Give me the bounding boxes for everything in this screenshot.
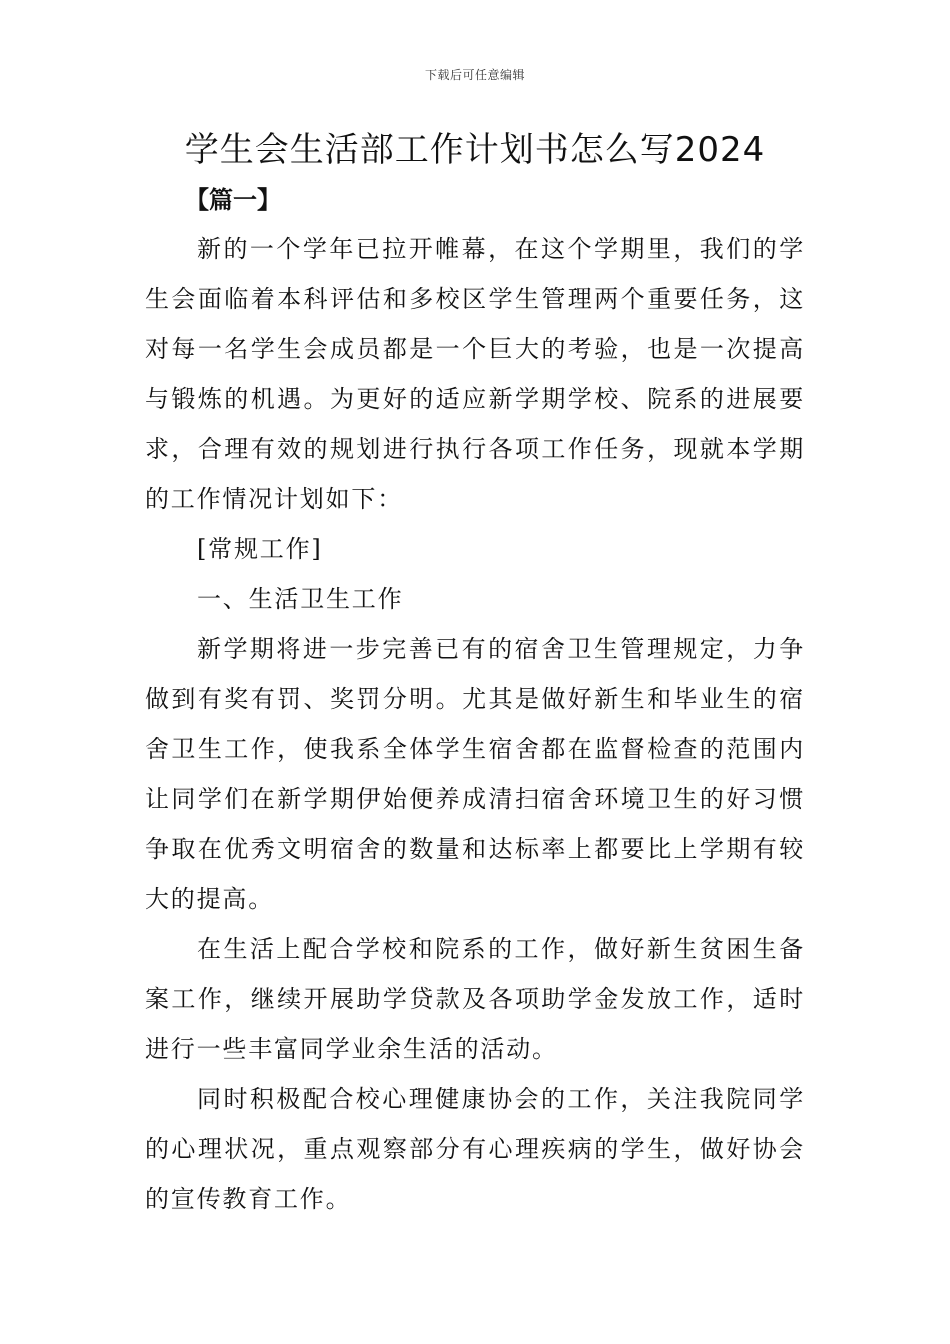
heading-hygiene-work: 一、生活卫生工作	[197, 585, 404, 613]
section-label: 【篇一】	[185, 186, 281, 214]
heading-routine-work: [常规工作]	[197, 535, 323, 563]
paragraph-mental-health: 同时积极配合校心理健康协会的工作，关注我院同学的心理状况，重点观察部分有心理疾病的学生，做好协会的宣传教育工作。	[145, 1085, 805, 1213]
paragraph-intro: 新的一个学年已拉开帷幕，在这个学期里，我们的学生会面临着本科评估和多校区学生管理两个重要任务，这对每一名学生会成员都是一个巨大的考验，也是一次提高与锻炼的机遇。为更好的适应新学期学校、院系的进展要求，合理有效的规划进行执行各项工作任务，现就本学期的工作情况计划如下：	[145, 235, 805, 513]
paragraph-life-support: 在生活上配合学校和院系的工作，做好新生贫困生备案工作，继续开展助学贷款及各项助学金发放工作，适时进行一些丰富同学业余生活的活动。	[145, 935, 805, 1063]
document-title: 学生会生活部工作计划书怎么写2024	[184, 130, 766, 170]
header-note: 下载后可任意编辑	[424, 68, 525, 82]
document-body	[145, 224, 805, 1224]
paragraph-dorm-hygiene: 新学期将进一步完善已有的宿舍卫生管理规定，力争做到有奖有罚、奖罚分明。尤其是做好新生和毕业生的宿舍卫生工作，使我系全体学生宿舍都在监督检查的范围内让同学们在新学期伊始便养成清扫宿舍环境卫生的好习惯争取在优秀文明宿舍的数量和达标率上都要比上学期有较大的提高。	[145, 635, 805, 913]
